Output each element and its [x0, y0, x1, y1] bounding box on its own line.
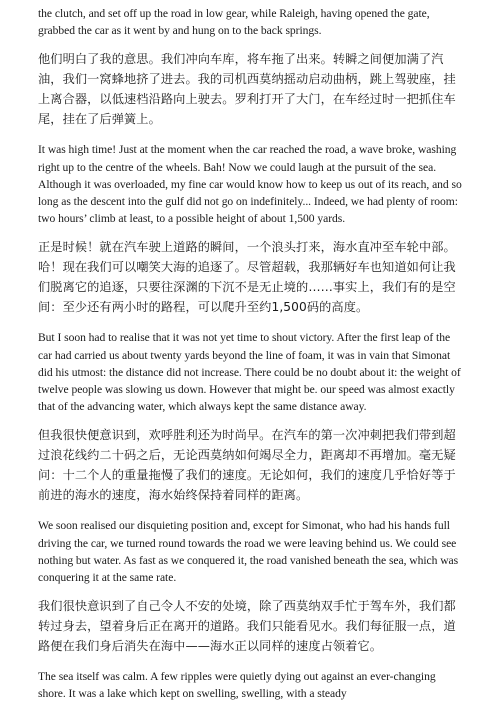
paragraph-en-3: But I soon had to realise that it was not yet time to shout victory. After the first leap of the car had carried us about twenty yards beyond the line of foam, it was in vain that Simonat did his utmost: the distance did not increase. There could be no doubt about it: the weight of twelve people was slowing us down. However that might be. our speed was almost exactly that of the advancing water, which always kept the same distance away.	[38, 331, 461, 414]
paragraph-zh-4: 我们很快意识到了自己令人不安的处境，除了西莫纳双手忙于驾车外，我们都转过身去，望着身后正在离开的道路。我们只能看见水。我们每征服一点，道路便在我们身后消失在海中——海水正以同样的速度占领着它。	[38, 599, 456, 654]
paragraph-en-1: the clutch, and set off up the road in low gear, while Raleigh, having opened the gate, grabbed the car as it went by and hung on to the back springs.	[38, 7, 430, 38]
paragraph-en-5: The sea itself was calm. A few ripples were quietly dying out against an ever-changing shore. It was a lake which kept on swelling, swelling, with a steady	[38, 670, 436, 701]
paragraph-zh-1: 他们明白了我的意思。我们冲向车库，将车拖了出来。转瞬之间便加满了汽油，我们一窝蜂地挤了进去。我的司机西莫纳摇动启动曲柄，跳上驾驶座，挂上离合器，以低速档沿路向上驶去。罗利打开了大门，在车经过时一把抓住车尾，挂在了后弹簧上。	[38, 52, 456, 127]
paragraph-en-2: It was high time! Just at the moment when the car reached the road, a wave broke, washing right up to the centre of the wheels. Bah! Now we could laugh at the pursuit of the sea. Although it was overloaded, my fine car would know how to keep us out of its reach, and so long as the descent into the gulf did not go on indefinitely... Indeed, we had plenty of room: two hours’ climb at least, to a possible height of about 1,500 yards.	[38, 143, 462, 226]
paragraph-zh-2: 正是时候！就在汽车驶上道路的瞬间，一个浪头打来，海水直冲至车轮中部。哈！现在我们可以嘲笑大海的追逐了。尽管超载，我那辆好车也知道如何让我们脱离它的追逐，只要往深渊的下沉不是无止境的……事实上，我们有的是空间：至少还有两小时的路程，可以爬升至约1,500码的高度。	[38, 240, 456, 315]
paragraph-en-4: We soon realised our disquieting position and, except for Simonat, who had his hands full driving the car, we turned round towards the road we were leaving behind us. We could see nothing but water. As fast as we conquered it, the road vanished beneath the sea, which was conquering it at the same rate.	[38, 519, 459, 585]
paragraph-zh-3: 但我很快便意识到，欢呼胜利还为时尚早。在汽车的第一次冲刺把我们带到超过浪花线约二十码之后，无论西莫纳如何竭尽全力，距离却不再增加。毫无疑问：十二个人的重量拖慢了我们的速度。无论如何，我们的速度几乎恰好等于前进的海水的速度，海水始终保持着同样的距离。	[38, 428, 456, 503]
